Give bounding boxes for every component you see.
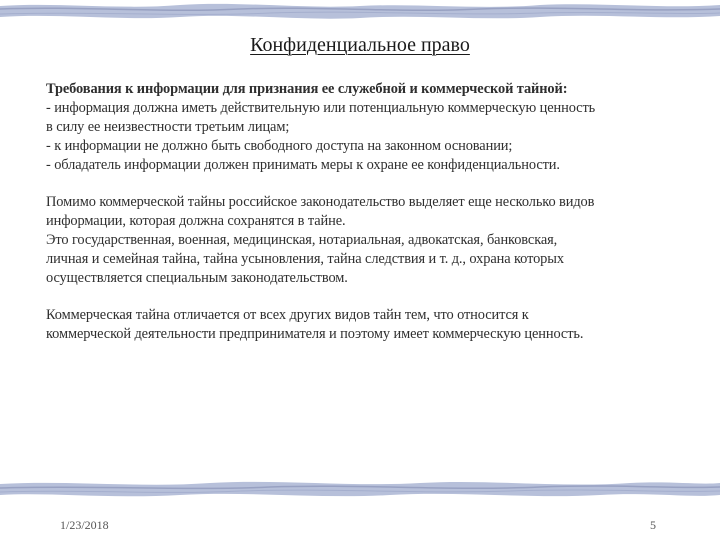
- footer-date: 1/23/2018: [60, 518, 109, 532]
- requirements-line-1: - информация должна иметь действительную или потенциальную коммерческую ценность: [46, 100, 596, 116]
- secret-types-line-1: Помимо коммерческой тайны российское законодательство выделяет еще несколько видов: [46, 194, 595, 210]
- secret-types-line-5: осуществляется специальным законодательством.: [46, 270, 348, 286]
- requirements-line-3: - к информации не должно быть свободного доступа на законном основании;: [46, 138, 513, 154]
- requirements-line-4: - обладатель информации должен принимать меры к охране ее конфиденциальности.: [46, 157, 560, 173]
- secret-types-line-4: личная и семейная тайна, тайна усыновления, тайна следствия и т. д., охрана которых: [46, 251, 564, 267]
- commercial-secret-line-1: Коммерческая тайна отличается от всех других видов тайн тем, что относится к: [46, 307, 529, 323]
- requirements-line-2: в силу ее неизвестности третьим лицам;: [46, 119, 290, 135]
- paragraph-commercial-secret: [46, 306, 686, 344]
- requirements-heading: Требования к информации для признания ее служебной и коммерческой тайной:: [46, 81, 568, 97]
- secret-types-line-2: информации, которая должна сохранятся в тайне.: [46, 213, 346, 229]
- secret-types-line-3: Это государственная, военная, медицинская, нотариальная, адвокатская, банковская,: [46, 232, 558, 248]
- paragraph-requirements: [46, 80, 686, 175]
- slide-body: [46, 80, 686, 344]
- paragraph-secret-types: [46, 193, 686, 288]
- bottom-brush-stroke-decoration: [0, 476, 720, 502]
- top-brush-stroke-decoration: [0, 0, 720, 22]
- footer-page-number: 5: [650, 518, 656, 532]
- commercial-secret-line-2: коммерческой деятельности предпринимателя и поэтому имеет коммерческую ценность.: [46, 326, 584, 342]
- slide-title: Конфиденциальное право: [250, 34, 470, 56]
